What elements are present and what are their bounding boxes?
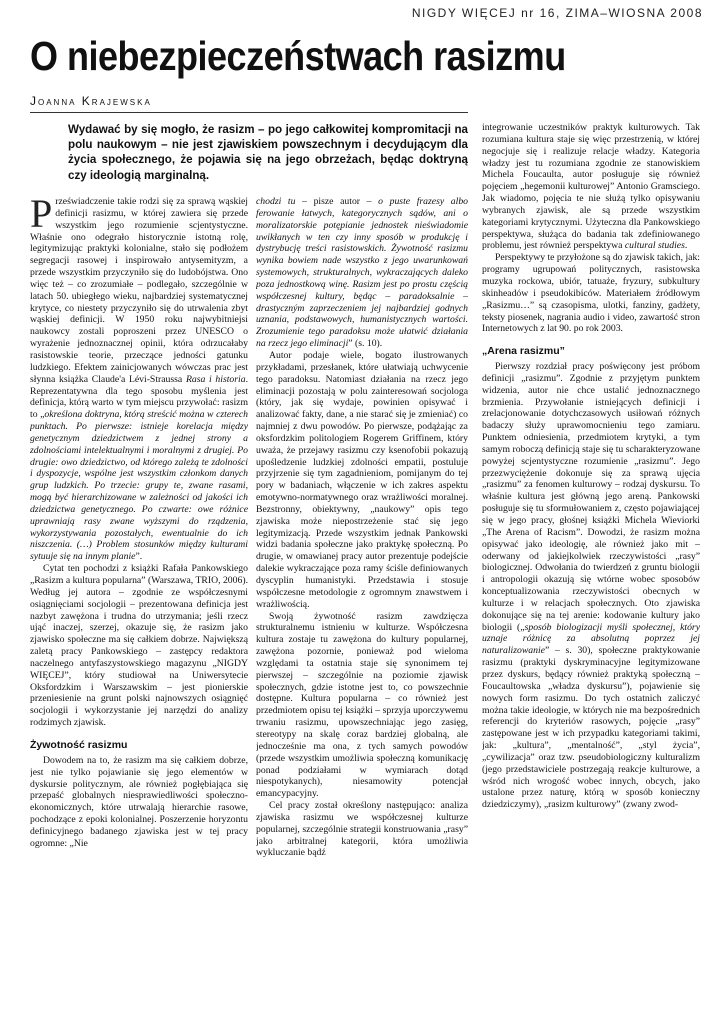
quoted-text: o puste frazesy albo ferowanie łatwych, kategorycznych sądów, ani o moralizatorskie potępianie jednostek nieświadomie uwikłanych w ten czy inny sposób w produkcję i dystrybucję treści rasistowskich. Żywotność rasizmu wynika bowiem nade wszystko z jego uwarunkowań systemowych, strukturalnych, wykraczających daleko poza jednostkową winę. Rasizm jest po prostu częścią współczesnej kultury, będąc – paradoksalnie – drastyczným zaprzeczeniem jej najbardziej godnych uznania, podstawowych, humanistycznych wartości. Zrozumienie tego paradoksu może ułatwić działania na rzecz jego eliminacji [256,196,468,350]
quoted-text: sposób biologizacji myśli społecznej, który uznaje różnicę za absolutną poprzez jej naturalizowanie [482,621,700,657]
paragraph-text: rzeświadczenie takie rodzi się za sprawą wąskiej definicji rasizmu, w której zawiera się przede wszystkim jego rozumienie scjentystyczne. Właśnie ono odegrało historycznie istotną rolę, legitymizując praktyki kolonialne, stało się podłożem segregacji rasowej i inspirowało antysemityzm, a przede wszystkim przyczyniło się do ludobójstwa. Ono więc też – co zrozumiałe – podlegało, szczególnie w latach 50. ubiegłego wieku, najbardziej systematycznej krytyce, co niestety przyczyniło się do utrwalenia zbyt wąskiej definicji. W 1950 roku najwybitniejsi naukowcy zostali poproszeni przez UNESCO o wyrażenie jednoznacznej opinii, która odrzucałaby rasistowskie teorie, przeczące jedności gatunku ludzkiego. Efektem zainicjowanych wówczas prac jest słynna książka Claude'a Lévi-Straussa [30,196,248,385]
paragraph: Cytat ten pochodzi z książki Rafała Pankowskiego „Rasizm a kultura popularna” (Warszawa, TRIO, 2006). Według jej autora – zgodnie ze współczesnymi osiągnięciami socjologii – prezentowana definicja jest nazbyt zawężona i trudna do utrzymania; jeśli rzecz ująć inaczej, szerzej, okazuje się, że rasizm jako zjawisko społeczne ma się całkiem dobrze. Największą zaletą pracy Pankowskiego – zastępcy redaktora naczelnego antyfaszystowskiego magazynu „NIGDY WIĘCEJ”, który studiował na Uniwersytecie Oksfordzkim i Warszawskim – jest pionierskie przeniesienie na grunt polski najnowszych osiągnięć socjologii i wykorzystanie jej narzędzi do analizy rodzimych zjawisk. [30,563,248,729]
paragraph: Dowodem na to, że rasizm ma się całkiem dobrze, jest nie tylko pojawianie się jego elementów w dyskursie politycznym, ale również pogłębiająca się przepaść globalnych niesprawiedliwości społeczno-ekonomicznych, które utrwalają hierarchie rasowe, pochodzące z epoki kolonialnej. Poszerzenie horyzontu definicyjnego badanego zjawiska jest w tej pracy ogromne: „Nie [30,754,248,849]
paragraph-text: integrowanie uczestników praktyk kulturowych. Tak rozumiana kultura staje się więc przestrzenią, w której negocjuje się i realizuje relacje władzy. Kategoria władzy jest tu rozumiana zgodnie ze stanowiskiem Michela Foucaulta, autor posługuje się również pojęciem „hegemonii kulturowej” Antonio Gramsciego. Jak wiadomo, pojęcia te nie służą tylko opisywaniu wybranych zjawisk, ale są przede wszystkim kategoriami krytycznymi. Użyteczna dla Pankowskiego perspektywa, służąca do badania tak zdefiniowanego problemu, jest również perspektywa [482,122,700,252]
paragraph-text: – pisze autor – [295,196,379,207]
section-subhead: Żywotność rasizmu [30,738,128,751]
author-name: Joanna Krajewska [30,94,152,108]
issue-header: NIGDY WIĘCEJ nr 16, ZIMA–WIOSNA 2008 [411,6,703,20]
text-column-2 [256,196,468,1016]
paragraph-text: . [684,240,688,252]
article-title: O niebezpieczeństwach rasizmu [30,32,566,79]
paragraph-text: ” – s. 30), społeczne praktykowanie rasizmu (praktyki dyskryminacyjne legitymizowane przez dyskurs, będący również praktyką społeczną – Foucaultowska „władza dyskursu”), pojawienie się nowych form rasizmu. Do tych ostatnich zaliczyć można takie ideologie, w których nie ma bezpośrednich referencji do kryteriów rasowych, pojęcie „rasy” zastępowane jest w ich przypadku kategoriami takimi, jak: „kultura”, „mentalność”, „styl życia”, „cywilizacja” oraz tzw. pseudobiologiczny kulturalizm (jego przedstawiciele postrzegają reakcje kulturowe, a wśród nich wrogość wobec innych, obcych, jako ustalone przez naturę, którą w sposób konieczny dziedziczymy), „rasizm kulturowy” (zwany zwod- [482,645,700,811]
paragraph: Autor podaje wiele, bogato ilustrowanych przykładami, przesłanek, które ułatwiają uchwycenie tego paradoksu. Natomiast działania na rzecz jego eliminacji pozostają w polu zainteresowań socjologa (który, jak się wydaje, powinien opisywać i analizować fakty, dane, a nie starać się je zmieniać) co najmniej z dwu powodów. Po pierwsze, podążając za oksfordzkim politologiem Rogerem Griffinem, który uważa, że przejawy rasizmu czy ksenofobii pokazują upośledzenie ludzkiej zdolności empatii, postuluje przyjrzenie się tym zagadnieniom, pomijanym do tej pory w badaniach, włączenie w ich zakres aspektu emotywno-normatywnego oraz wrażliwości moralnej. Bezstronny, obiektywny, „naukowy” opis tego zjawiska może niepostrzeżenie stać się jego legitymizacją. Przede wszystkim jednak Pankowski widzi badania społeczne jako praktykę społeczną. Po drugie, w omawianej pracy autor prezentuje podejście dalekie wykraczające poza ramy ściśle definiowanych dyscyplin humanistyki. Przedstawia i stosuje współczesne metodologie z ogromnym znawstwem i wrażliwością. [256,349,468,610]
text-column-3 [482,122,700,1016]
section-subhead: „Arena rasizmu” [482,345,565,358]
paragraph: Cel pracy został określony następująco: analiza zjawiska rasizmu we współczesnej kulturze popularnej, szczególnie strategii konstruowania „rasy” jako arbitralnej kategorii, która umożliwia wykluczanie bądź [256,800,468,859]
drop-cap: P [30,196,53,236]
book-title: Rasa i historia [185,373,246,385]
paragraph-text: ”. [135,551,143,563]
paragraph [256,196,468,350]
paragraph-text: Pierwszy rozdział pracy poświęcony jest próbom definicji „rasizmu”. Zgodnie z przyjętym punktem widzenia, autor nie chce ustalić jednoznacznego brzmienia. Przywołanie istniejących definicji i zrelacjonowanie dotychczasowych usiłowań różnych badaczy służy uprawomocnieniu tego zamiaru. Punktem odniesienia, przedmiotem krytyki, a tym samym roboczą definicją staje się tu scharakteryzowane powyżej scjentystyczne rozumienie „rasizmu”. Jego przezwyciężenie dokonuje się za sprawą ujęcia „rasizmu” za fenomen kulturowy – rodzaj dyskursu. To właśnie kultura jest główną jego areną. Pankowski posługuje się tu sformułowaniem z, często pojawiającej się w jego pracy, głośnej książki Michela Wieviorki „The Arena of Racism”. Dowodzi, że rasizm można opisywać jako ideologię, ale również jako mit – oderwany od jakiejkolwiek rzeczywistości „rasy” biologicznej. Odwołania do twierdzeń z gruntu biologii i antropologii okazują się wtórne wobec sposobów konceptualizowania rzeczywistości obecnych w kulturze i w relacjach społecznych. Oto zjawiska dokonujące się na tej arenie: kodowanie kultury jako biologii („ [482,361,700,633]
paragraph-text: ” (s. 10). [348,338,383,350]
article-lead: Wydawać by się mogło, że rasizm – po jego całkowitej kompromitacji na polu naukowym – nie jest zjawiskiem powszechnym i decydującym dla życia społecznego, że pojawia się na jego obrzeżach, będąc doktryną czy ideologią marginalną. [68,123,468,182]
text-column-1 [30,196,248,1016]
paragraph [30,196,248,563]
paragraph [482,122,700,252]
quoted-definition: określona doktryna, którą streścić można w czterech punktach. Po pierwsze: istnieje korelacja między genetycznym dziedzictwem z jednej strony a zdolnościami intelektualnymi i moralnymi z drugiej. Po drugie: owo dziedzictwo, od którego zależą te zdolności i dyspozycje, wspólne jest wszystkim członkom danych grup ludzkich. Po trzecie: grupy te, zwane rasami, mogą być hierarchizowane w zależności od jakości ich dziedzictwa genetycznego. Po czwarte: owe różnice uprawniają rasy zwane wyższymi do rządzenia, wykorzystywania pozostałych, ewentualnie do ich niszczenia. (…) Problem stosunków między kulturami sytuuje się na innym planie [30,409,248,563]
term: cultural studies [624,240,685,252]
paragraph: Perspektywy te przyłożone są do zjawisk takich, jak: programy ugrupowań politycznych, rasistowska muzyka rockowa, ubiór, tatuaże, fryzury, subkultury skinheadów i pseudokibiców. Materiałem źródłowym „Rasizmu…” są czasopisma, ulotki, fanziny, gadżety, teksty piosenek, nagrania audio i video, zawartość stron Internetowych z lat 90. po rok 2003. [482,252,700,335]
paragraph: Swoją żywotność rasizm zawdzięcza strukturalnemu istnieniu w kulturze. Współczesna kultura zostaje tu zawężona do kultury popularnej, zawężona pozornie, ponieważ pod wieloma względami ta ostatnia staje się synonimem tej pierwszej – szczególnie na poziomie zjawisk społecznych, gdzie istotne jest to, co powszechnie dostępne. Kultura popularna – co również jest przedmiotem opisu tej książki – sprzyja uporczywemu trwaniu rasizmu, upowszechniając jego zasięg, stereotypy na skalę coraz bardziej globalną, ale jednocześnie ma ona, z tych samych powodów (przede wszystkim umożliwia społeczną komunikację ponad podziałami w wymiarach dotąd niespotykanych), niesamowity potencjał emancypacyjny. [256,610,468,800]
quoted-text: chodzi tu [256,196,296,207]
title-divider [30,112,468,113]
paragraph-text: . Reprezentatywna dla tego sposobu myślenia jest definicja, którą warto w tym miejscu przywołać: rasizm to „ [30,373,248,421]
paragraph [482,361,700,811]
